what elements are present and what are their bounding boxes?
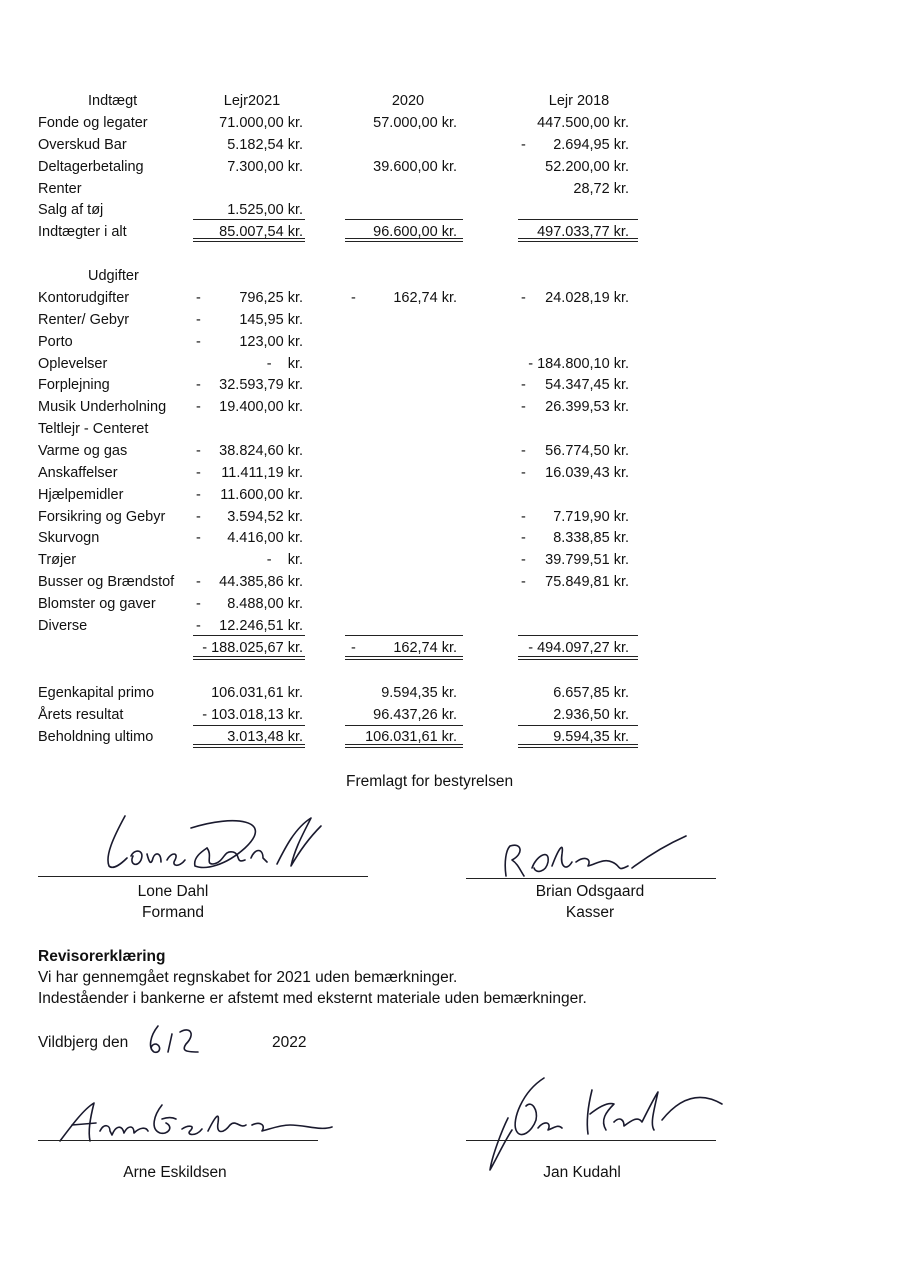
cell-value: 19.400,00 kr. [219, 399, 303, 415]
row-label: Blomster og gaver [38, 596, 156, 612]
cell-value: 11.411,19 kr. [221, 465, 303, 481]
cell-value: 145,95 kr. [239, 312, 303, 328]
cell-sign: - [196, 596, 201, 612]
rule [193, 635, 305, 636]
column-header-2020: 2020 [391, 93, 425, 109]
cell-value: 39.600,00 kr. [373, 159, 457, 175]
audit-heading: Revisorerklæring [38, 948, 166, 965]
cell-value: 96.437,26 kr. [373, 707, 457, 723]
cell-value: 7.719,90 kr. [553, 509, 629, 525]
row-label: Kontorudgifter [38, 290, 130, 306]
cell-sign: - [196, 509, 201, 525]
double-rule [193, 744, 305, 748]
cell-value: 3.013,48 kr. [227, 729, 303, 745]
cell-sign: - [351, 290, 356, 306]
cell-value: 71.000,00 kr. [219, 115, 303, 131]
audit-line-2: Indeståender i bankerne er afstemt med eksternt materiale uden bemærkninger. [38, 990, 587, 1007]
row-label: Beholdning ultimo [38, 729, 154, 745]
column-header-2021: Lejr2021 [223, 93, 281, 109]
cell-value: 123,00 kr. [239, 334, 303, 350]
cell-value: 162,74 kr. [393, 640, 457, 656]
row-label: Egenkapital primo [38, 685, 155, 701]
cell-value: 85.007,54 kr. [219, 224, 303, 240]
signer-name-lone-dahl: Lone Dahl [137, 883, 209, 900]
cell-value: 32.593,79 kr. [219, 377, 303, 393]
row-label: Musik Underholning [38, 399, 167, 415]
cell-value: 16.039,43 kr. [545, 465, 629, 481]
cell-value: 12.246,51 kr. [219, 618, 303, 634]
cell-value: - kr. [266, 552, 303, 568]
cell-value: 162,74 kr. [393, 290, 457, 306]
double-rule [518, 238, 638, 242]
double-rule [193, 238, 305, 242]
signature-line [466, 1140, 716, 1141]
cell-value: 9.594,35 kr. [553, 729, 629, 745]
handwritten-date [146, 1020, 206, 1060]
rule [345, 635, 463, 636]
cell-value: 8.338,85 kr. [553, 530, 629, 546]
row-label: Salg af tøj [38, 202, 104, 218]
cell-value: 54.347,45 kr. [545, 377, 629, 393]
cell-value: 26.399,53 kr. [545, 399, 629, 415]
row-label: Porto [38, 334, 73, 350]
cell-value: 57.000,00 kr. [373, 115, 457, 131]
cell-sign: - [521, 509, 526, 525]
cell-value: 796,25 kr. [239, 290, 303, 306]
signature-arne-eskildsen [50, 1095, 340, 1145]
cell-value: 3.594,52 kr. [227, 509, 303, 525]
row-label: Fonde og legater [38, 115, 148, 131]
signer-name-jan-kudahl: Jan Kudahl [543, 1164, 621, 1181]
row-label: Oplevelser [38, 356, 108, 372]
row-label: Overskud Bar [38, 137, 127, 153]
cell-sign: - [521, 530, 526, 546]
double-rule [345, 238, 463, 242]
row-label: Årets resultat [38, 707, 124, 723]
date-year: 2022 [272, 1034, 307, 1051]
cell-sign: - [196, 618, 201, 634]
row-label: Hjælpemidler [38, 487, 124, 503]
cell-value: 1.525,00 kr. [227, 202, 303, 218]
cell-sign: - [521, 552, 526, 568]
cell-value: 447.500,00 kr. [537, 115, 629, 131]
cell-value: 96.600,00 kr. [373, 224, 457, 240]
cell-value: 38.824,60 kr. [219, 443, 303, 459]
rule [193, 725, 305, 726]
row-label: Indtægter i alt [38, 224, 127, 240]
rule [345, 725, 463, 726]
cell-value: 39.799,51 kr. [545, 552, 629, 568]
cell-sign: - [196, 399, 201, 415]
cell-sign: - [521, 137, 526, 153]
cell-sign: - [196, 574, 201, 590]
cell-value: 4.416,00 kr. [227, 530, 303, 546]
signature-line [38, 876, 368, 877]
cell-value: 11.600,00 kr. [220, 487, 303, 503]
cell-value: 75.849,81 kr. [545, 574, 629, 590]
cell-sign: - [351, 640, 356, 656]
signature-line [38, 1140, 318, 1141]
cell-sign: - [196, 465, 201, 481]
row-label: Forplejning [38, 377, 110, 393]
row-label: Teltlejr - Centeret [38, 421, 149, 437]
column-header-2018: Lejr 2018 [548, 93, 610, 109]
cell-sign: - [521, 377, 526, 393]
double-rule [345, 656, 463, 660]
cell-sign: - [521, 465, 526, 481]
rule [193, 219, 305, 220]
cell-sign: - [196, 334, 201, 350]
cell-value: 7.300,00 kr. [227, 159, 303, 175]
double-rule [518, 656, 638, 660]
row-label: Renter [38, 181, 82, 197]
cell-sign: - [196, 530, 201, 546]
row-label: Trøjer [38, 552, 77, 568]
double-rule [345, 744, 463, 748]
cell-value: 106.031,61 kr. [365, 729, 457, 745]
cell-value: - 188.025,67 kr. [202, 640, 303, 656]
cell-value: 8.488,00 kr. [227, 596, 303, 612]
signer-name-brian-odsgaard: Brian Odsgaard [535, 883, 645, 900]
cell-value: 9.594,35 kr. [381, 685, 457, 701]
cell-sign: - [521, 443, 526, 459]
row-label: Skurvogn [38, 530, 100, 546]
row-label: Forsikring og Gebyr [38, 509, 166, 525]
cell-value: - 494.097,27 kr. [528, 640, 629, 656]
signer-role-kasser: Kasser [565, 904, 615, 921]
date-place: Vildbjerg den [38, 1034, 129, 1051]
expenses-section-label: Udgifter [88, 268, 139, 284]
rule [518, 635, 638, 636]
rule [518, 219, 638, 220]
cell-sign: - [196, 377, 201, 393]
row-label: Busser og Brændstof [38, 574, 175, 590]
cell-value: 28,72 kr. [573, 181, 629, 197]
double-rule [193, 656, 305, 660]
audit-line-1: Vi har gennemgået regnskabet for 2021 uden bemærkninger. [38, 969, 458, 986]
signer-role-formand: Formand [141, 904, 205, 921]
row-label: Deltagerbetaling [38, 159, 144, 175]
row-label: Renter/ Gebyr [38, 312, 130, 328]
signer-name-arne-eskildsen: Arne Eskildsen [123, 1164, 227, 1181]
signature-line [466, 878, 716, 879]
cell-sign: - [521, 574, 526, 590]
cell-value: 497.033,77 kr. [537, 224, 629, 240]
cell-value: 6.657,85 kr. [553, 685, 629, 701]
income-section-label: Indtægt [88, 93, 138, 109]
cell-value: 24.028,19 kr. [545, 290, 629, 306]
row-label: Diverse [38, 618, 88, 634]
rule [345, 219, 463, 220]
signature-brian-odsgaard [492, 832, 692, 882]
cell-value: - 103.018,13 kr. [202, 707, 303, 723]
double-rule [518, 744, 638, 748]
cell-sign: - [196, 312, 201, 328]
cell-sign: - [196, 443, 201, 459]
cell-sign: - [521, 399, 526, 415]
cell-value: 56.774,50 kr. [545, 443, 629, 459]
cell-value: - kr. [266, 356, 303, 372]
cell-value: 44.385,86 kr. [219, 574, 303, 590]
signature-lone-dahl [95, 808, 325, 878]
row-label: Varme og gas [38, 443, 128, 459]
cell-sign: - [196, 290, 201, 306]
cell-value: 52.200,00 kr. [545, 159, 629, 175]
cell-value: 2.694,95 kr. [553, 137, 629, 153]
cell-sign: - [196, 487, 201, 503]
cell-value: 106.031,61 kr. [211, 685, 303, 701]
cell-sign: - [521, 290, 526, 306]
row-label: Anskaffelser [38, 465, 118, 481]
cell-value: 2.936,50 kr. [553, 707, 629, 723]
rule [518, 725, 638, 726]
cell-value: - 184.800,10 kr. [528, 356, 629, 372]
cell-value: 5.182,54 kr. [227, 137, 303, 153]
presented-note: Fremlagt for bestyrelsen [346, 773, 514, 790]
